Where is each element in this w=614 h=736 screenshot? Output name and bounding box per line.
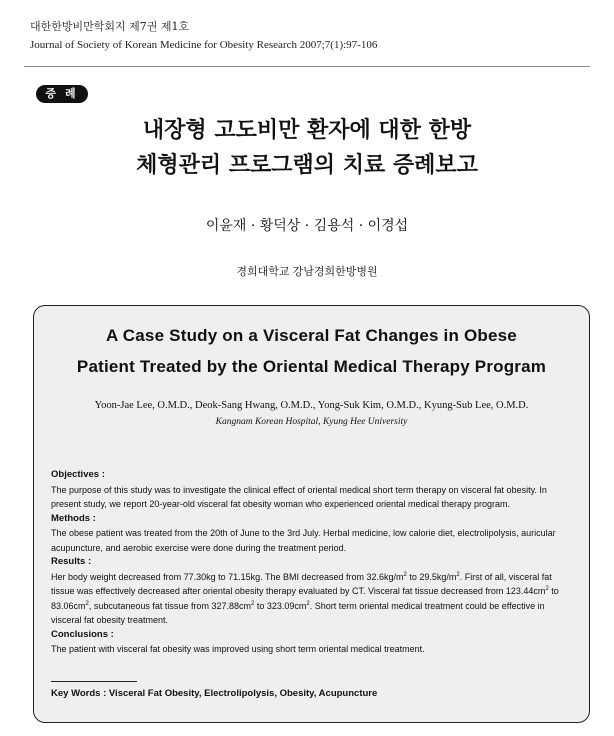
superscript: 2 [456, 571, 460, 578]
header-divider [24, 66, 590, 67]
superscript: 2 [250, 600, 255, 607]
results-text-part: , subcutaneous fat tissue from 327.88cm [88, 600, 251, 611]
results-text-part: to 323.09cm [254, 600, 307, 611]
title-korean-line-2: 체형관리 프로그램의 치료 증례보고 [136, 152, 478, 178]
methods-heading: Methods : [51, 512, 96, 524]
superscript: 2 [306, 600, 310, 607]
methods-text: The obese patient was treated from the 20th of June to the 3rd July. Herbal medicine, low calorie diet, electrolipolysis, auricular acupuncture, and aerobic exercise were done during the treatment period. [51, 528, 556, 553]
abstract-body [51, 468, 576, 657]
results-text-part: . First of all, visceral fat tissue was effectively decreased after oriental obesity therapy evaluated by CT. Visceral fat tissue decreased from 123.44cm [51, 571, 552, 596]
results-text-part: Her body weight decreased from 77.30kg to 71.15kg. The BMI decreased from 32.6kg/m [51, 571, 404, 582]
superscript: 2 [545, 586, 549, 592]
key-words: Key Words : Visceral Fat Obesity, Electrolipolysis, Obesity, Acupuncture [51, 688, 378, 699]
conclusions-text: The patient with visceral fat obesity was improved using short term oriental medical treatment. [51, 644, 425, 654]
affiliation-english: Kangnam Korean Hospital, Kyung Hee University [215, 417, 408, 427]
results-text-part: . Short term oriental medical treatment could be effective in visceral fat obesity treatment. [51, 600, 545, 625]
objectives-text: The purpose of this study was to investigate the clinical effect of oriental medical short term therapy on visceral fat obesity. In present study, we report 20-year-old visceral fat obesity woman who experienced oriental medical therapy program. [51, 484, 547, 509]
superscript: 2 [403, 571, 407, 578]
journal-name-korean: 대한한방비만학회지 제7권 제1호 [30, 20, 190, 33]
journal-header [30, 20, 377, 52]
results-heading: Results : [51, 556, 92, 567]
results-text-part: to 83.06cm [51, 586, 559, 611]
journal-name-english: Journal of Society of Korean Medicine for Obesity Research 2007;7(1):97-106 [30, 39, 378, 51]
results-text [51, 570, 576, 628]
conclusions-heading: Conclusions : [51, 628, 114, 640]
objectives-heading: Objectives : [51, 469, 105, 480]
authors-english: Yoon-Jae Lee, O.M.D., Deok-Sang Hwang, O.M.D., Yong-Suk Kim, O.M.D., Kyung-Sub Lee, O.M.D. [94, 400, 529, 411]
authors-korean: 이윤재 · 황덕상 · 김용석 · 이경섭 [205, 218, 409, 234]
title-english-line-1: A Case Study on a Visceral Fat Changes in Obese [106, 326, 517, 345]
abstract-box [33, 305, 590, 723]
superscript: 2 [85, 600, 89, 607]
keywords-divider [51, 681, 137, 682]
title-korean-line-1: 내장형 고도비만 환자에 대한 한방 [142, 117, 472, 143]
article-type-badge: 증 례 [36, 85, 88, 103]
affiliation-korean: 경희대학교 강남경희한방병원 [236, 266, 378, 278]
results-text-part: to 29.5kg/m [406, 571, 457, 582]
title-english-line-2: Patient Treated by the Oriental Medical Therapy Program [76, 357, 547, 376]
